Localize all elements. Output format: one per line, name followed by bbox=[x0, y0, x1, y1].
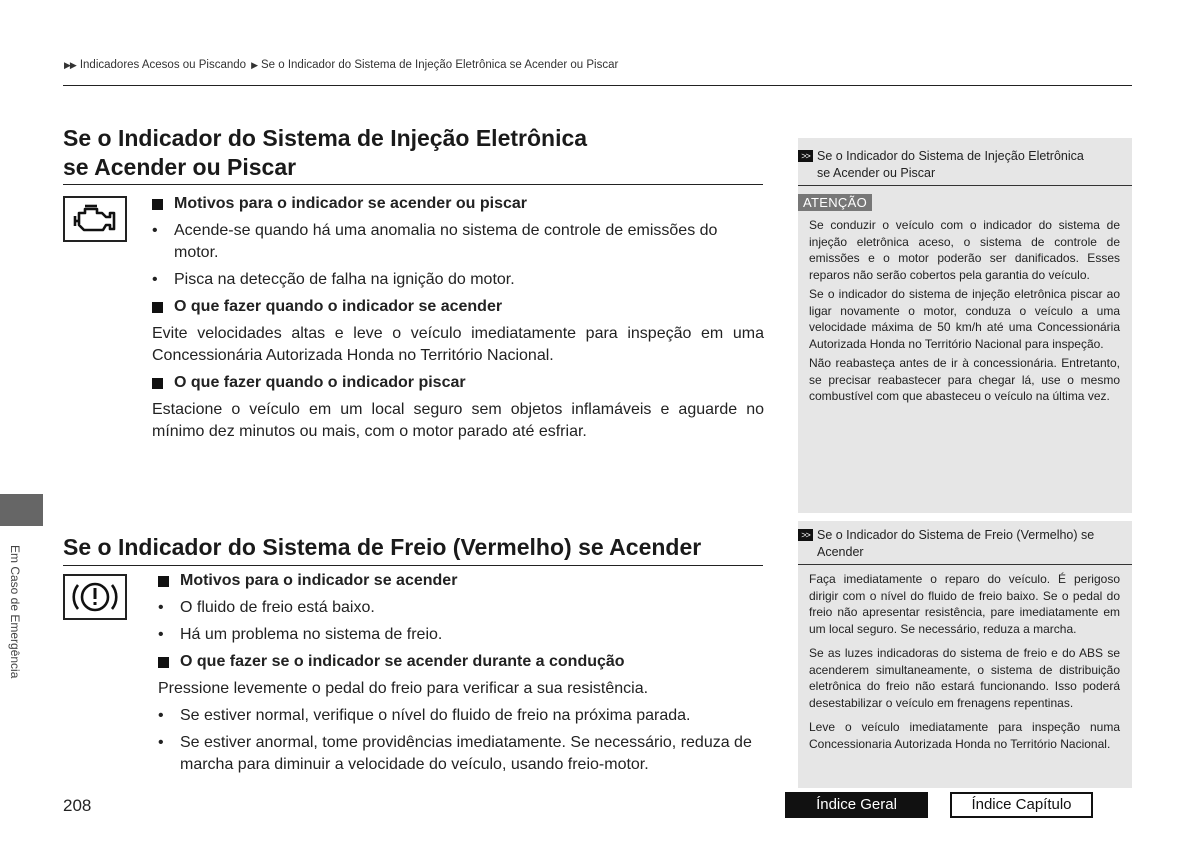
section-divider bbox=[63, 565, 763, 566]
note-heading bbox=[798, 138, 1132, 185]
reference-arrow-icon: >> bbox=[798, 529, 813, 541]
subheading-text: Motivos para o indicador se acender ou piscar bbox=[174, 195, 527, 212]
paragraph: Pressione levemente o pedal do freio para verificar a sua resistência. bbox=[158, 680, 649, 697]
subheading-text: O que fazer se o indicador se acender durante a condução bbox=[180, 653, 625, 670]
section-body-injection bbox=[152, 193, 764, 443]
brake-warning-icon bbox=[63, 574, 127, 620]
subheading bbox=[158, 570, 764, 592]
square-bullet-icon bbox=[152, 199, 163, 210]
section-divider bbox=[63, 184, 763, 185]
note-text: Se as luzes indicadoras do sistema de freio e do ABS se acenderem simultaneamente, o sistema de distribuição eletrônica do freio não estará funcionando. Isso poderá desestabilizar o veículo em frenagens repentinas. bbox=[809, 646, 1120, 710]
note-heading-text: Se o Indicador do Sistema de Freio (Vermelho) se Acender bbox=[817, 528, 1095, 559]
list-item-text: O fluido de freio está baixo. bbox=[180, 599, 375, 616]
double-arrow-icon: ▶▶ bbox=[64, 60, 76, 70]
breadcrumb-item-current: Se o Indicador do Sistema de Injeção Eletrônica se Acender ou Piscar bbox=[260, 59, 619, 71]
note-text: Se o indicador do sistema de injeção eletrônica piscar ao ligar novamente o motor, conduza o veículo a uma velocidade máxima de 50 km/h até uma Concessionária Autorizada Honda no Território Nacional para inspeção. bbox=[809, 287, 1120, 351]
attention-label: ATENÇÃO bbox=[798, 194, 872, 211]
sidebar-note-brake bbox=[798, 521, 1132, 788]
section-title-brake: Se o Indicador do Sistema de Freio (Vermelho) se Acender bbox=[63, 534, 702, 560]
engine-warning-icon bbox=[63, 196, 127, 242]
subheading bbox=[158, 651, 764, 673]
list-item-text: Acende-se quando há uma anomalia no sistema de controle de emissões do motor. bbox=[174, 222, 718, 261]
subheading-text: O que fazer quando o indicador se acender bbox=[174, 298, 503, 315]
list-item: • Há um problema no sistema de freio. bbox=[158, 624, 764, 646]
reference-arrow-icon: >> bbox=[798, 150, 813, 162]
chapter-index-button[interactable]: Índice Capítulo bbox=[950, 792, 1093, 818]
list-item: • O fluido de freio está baixo. bbox=[158, 597, 764, 619]
square-bullet-icon bbox=[152, 302, 163, 313]
paragraph: Evite velocidades altas e leve o veículo imediatamente para inspeção em uma Concessionária Autorizada Honda no Território Nacional. bbox=[152, 325, 764, 364]
subheading-text: Motivos para o indicador se acender bbox=[180, 572, 458, 589]
list-item: • Acende-se quando há uma anomalia no sistema de controle de emissões do motor. bbox=[152, 220, 764, 264]
general-index-button[interactable]: Índice Geral bbox=[785, 792, 928, 818]
subheading-text: O que fazer quando o indicador piscar bbox=[174, 374, 466, 391]
square-bullet-icon bbox=[158, 657, 169, 668]
chapter-tab[interactable] bbox=[0, 494, 43, 526]
list-item: • Se estiver normal, verifique o nível do fluido de freio na próxima parada. bbox=[158, 705, 764, 727]
arrow-right-icon: ▶ bbox=[251, 60, 258, 70]
sidebar-note-injection bbox=[798, 138, 1132, 513]
subheading bbox=[152, 372, 764, 394]
subheading bbox=[152, 193, 764, 215]
note-text: Faça imediatamente o reparo do veículo. É perigoso dirigir com o nível do fluido de freio baixo. Se o pedal do freio não apresentar resistência, pare imediatamente em um local seguro. Se necessário, reduza a marcha. bbox=[809, 572, 1120, 636]
header-divider bbox=[63, 85, 1132, 86]
list-item-text: Se estiver anormal, tome providências imediatamente. Se necessário, reduza de marcha para diminuir a velocidade do veículo, usando freio-motor. bbox=[180, 734, 752, 773]
note-text: Não reabasteça antes de ir à concessionária. Entretanto, se precisar reabastecer para chegar lá, use o mesmo combustível com que abasteceu o veículo na última vez. bbox=[809, 356, 1120, 403]
paragraph: Estacione o veículo em um local seguro sem objetos inflamáveis e aguarde no mínimo dez minutos ou mais, com o motor parado até esfriar. bbox=[152, 401, 764, 440]
square-bullet-icon bbox=[158, 576, 169, 587]
list-item-text: Pisca na detecção de falha na ignição do motor. bbox=[174, 271, 515, 288]
subheading bbox=[152, 296, 764, 318]
breadcrumb bbox=[64, 59, 618, 71]
page-number: 208 bbox=[63, 796, 92, 815]
square-bullet-icon bbox=[152, 378, 163, 389]
title-line: Se o Indicador do Sistema de Injeção Eletrônica bbox=[63, 125, 588, 151]
list-item-text: Há um problema no sistema de freio. bbox=[180, 626, 443, 643]
section-body-brake bbox=[158, 570, 764, 776]
note-text: Leve o veículo imediatamente para inspeção numa Concessionaria Autorizada Honda no Território Nacional. bbox=[809, 720, 1120, 751]
breadcrumb-item[interactable]: Indicadores Acesos ou Piscando bbox=[79, 59, 247, 71]
list-item-text: Se estiver normal, verifique o nível do fluido de freio na próxima parada. bbox=[180, 707, 691, 724]
list-item: • Pisca na detecção de falha na ignição do motor. bbox=[152, 269, 764, 291]
chapter-label: Em Caso de Emergência bbox=[8, 545, 22, 679]
note-text: Se conduzir o veículo com o indicador do sistema de injeção eletrônica aceso, o sistema de controle de emissões e o motor poderão ser danificados. Esses reparos não serão cobertos pela garantia do veículo. bbox=[809, 218, 1120, 282]
note-heading-text: Se o Indicador do Sistema de Injeção Eletrônica se Acender ou Piscar bbox=[817, 149, 1084, 180]
note-heading bbox=[798, 521, 1132, 564]
section-title-injection bbox=[63, 124, 763, 182]
title-line: se Acender ou Piscar bbox=[63, 154, 297, 180]
list-item: • Se estiver anormal, tome providências imediatamente. Se necessário, reduza de marcha para diminuir a velocidade do veículo, usando freio-motor. bbox=[158, 732, 764, 776]
